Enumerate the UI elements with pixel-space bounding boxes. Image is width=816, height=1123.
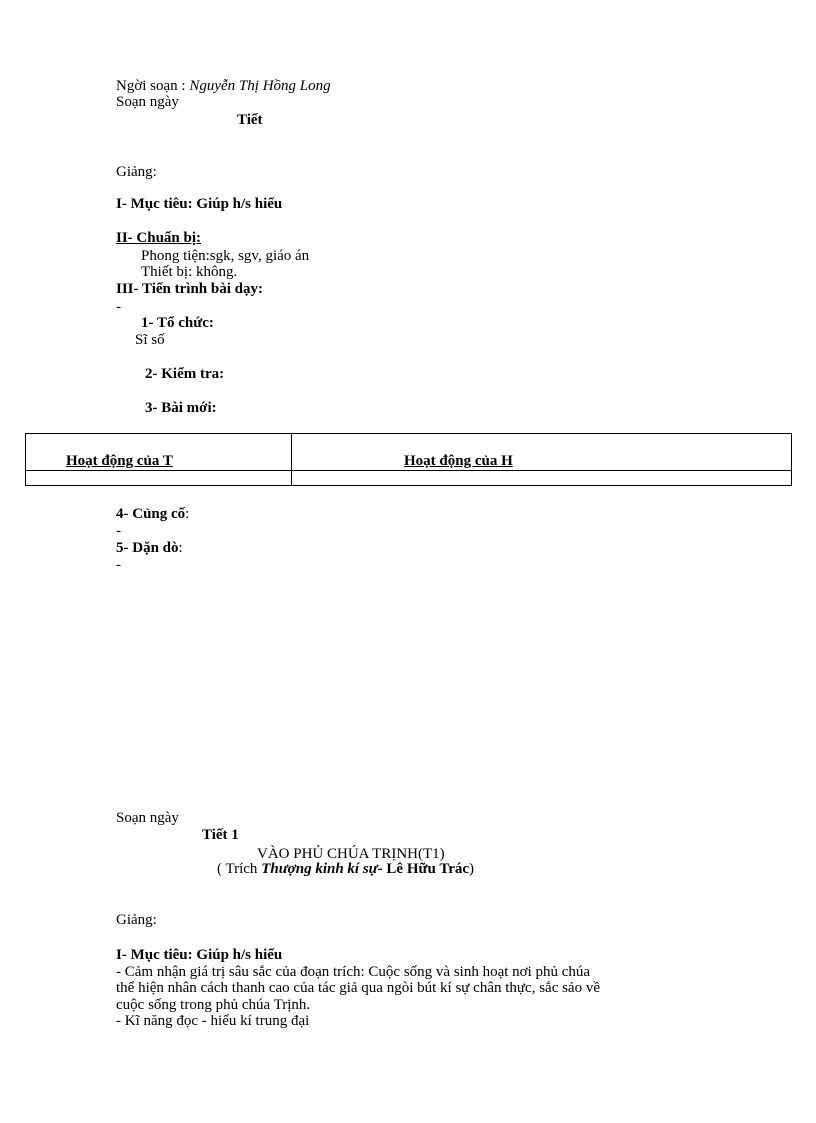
objective-line: - Kĩ năng đọc - hiểu kí trung đại xyxy=(116,1013,310,1029)
objective-line: thể hiện nhân cách thanh cao của tác giả qua ngòi bút kí sự chân thực, sắc sảo về xyxy=(116,980,600,996)
activities-table xyxy=(25,433,792,486)
homework-heading: 5- Dặn dò xyxy=(116,540,179,556)
objective-line: - Cảm nhận giá trị sâu sắc của đoạn trích: Cuộc sống và sinh hoạt nơi phủ chúa xyxy=(116,964,591,980)
consolidation-line xyxy=(116,507,189,522)
dash-marker: - xyxy=(116,523,121,539)
review-heading: 2- Kiểm tra: xyxy=(145,366,225,382)
materials-line: Phong tiện:sgk, sgv, giáo án xyxy=(141,248,310,264)
subtitle-work: Thượng kinh kí sự xyxy=(261,861,378,877)
consolidation-colon: : xyxy=(185,506,190,522)
dash-marker: - xyxy=(116,557,121,573)
subtitle-author: - Lê Hữu Trác xyxy=(377,861,470,877)
author-label: Ngời soạn : xyxy=(116,78,190,94)
date-label: Soạn ngày xyxy=(116,810,179,826)
teaching-label: Giảng: xyxy=(116,164,157,180)
attendance-label: Sĩ số xyxy=(135,332,165,348)
teacher-activity-header: Hoạt động của T xyxy=(66,453,173,469)
procedure-heading: III- Tiến trình bài dạy: xyxy=(116,281,263,297)
preparation-heading: II- Chuẩn bị: xyxy=(116,230,202,246)
organization-heading: 1- Tổ chức: xyxy=(141,315,214,331)
objectives-heading: I- Mục tiêu: Giúp h/s hiểu xyxy=(116,196,283,212)
homework-colon: : xyxy=(178,540,183,556)
student-activity-header: Hoạt động của H xyxy=(404,453,513,469)
homework-line xyxy=(116,541,183,556)
consolidation-heading: 4- Củng cố xyxy=(116,506,186,522)
table-row-divider xyxy=(26,470,791,471)
new-lesson-heading: 3- Bài mới: xyxy=(145,400,217,416)
period-label: Tiết xyxy=(237,112,263,128)
table-divider xyxy=(291,434,292,485)
objective-line: cuộc sống trong phủ chúa Trịnh. xyxy=(116,997,311,1013)
author-name: Nguyễn Thị Hồng Long xyxy=(189,78,331,94)
objectives-heading: I- Mục tiêu: Giúp h/s hiểu xyxy=(116,947,283,963)
lesson-subtitle xyxy=(217,862,474,877)
author-line xyxy=(116,79,331,94)
period-label: Tiết 1 xyxy=(202,827,239,843)
subtitle-prefix: ( Trích xyxy=(217,861,262,877)
subtitle-suffix: ) xyxy=(469,861,475,877)
dash-marker: - xyxy=(116,299,121,315)
equipment-line: Thiết bị: không. xyxy=(141,264,238,280)
lesson-title: VÀO PHỦ CHÚA TRỊNH(T1) xyxy=(257,846,445,862)
teaching-label: Giảng: xyxy=(116,912,157,928)
date-label: Soạn ngày xyxy=(116,94,179,110)
